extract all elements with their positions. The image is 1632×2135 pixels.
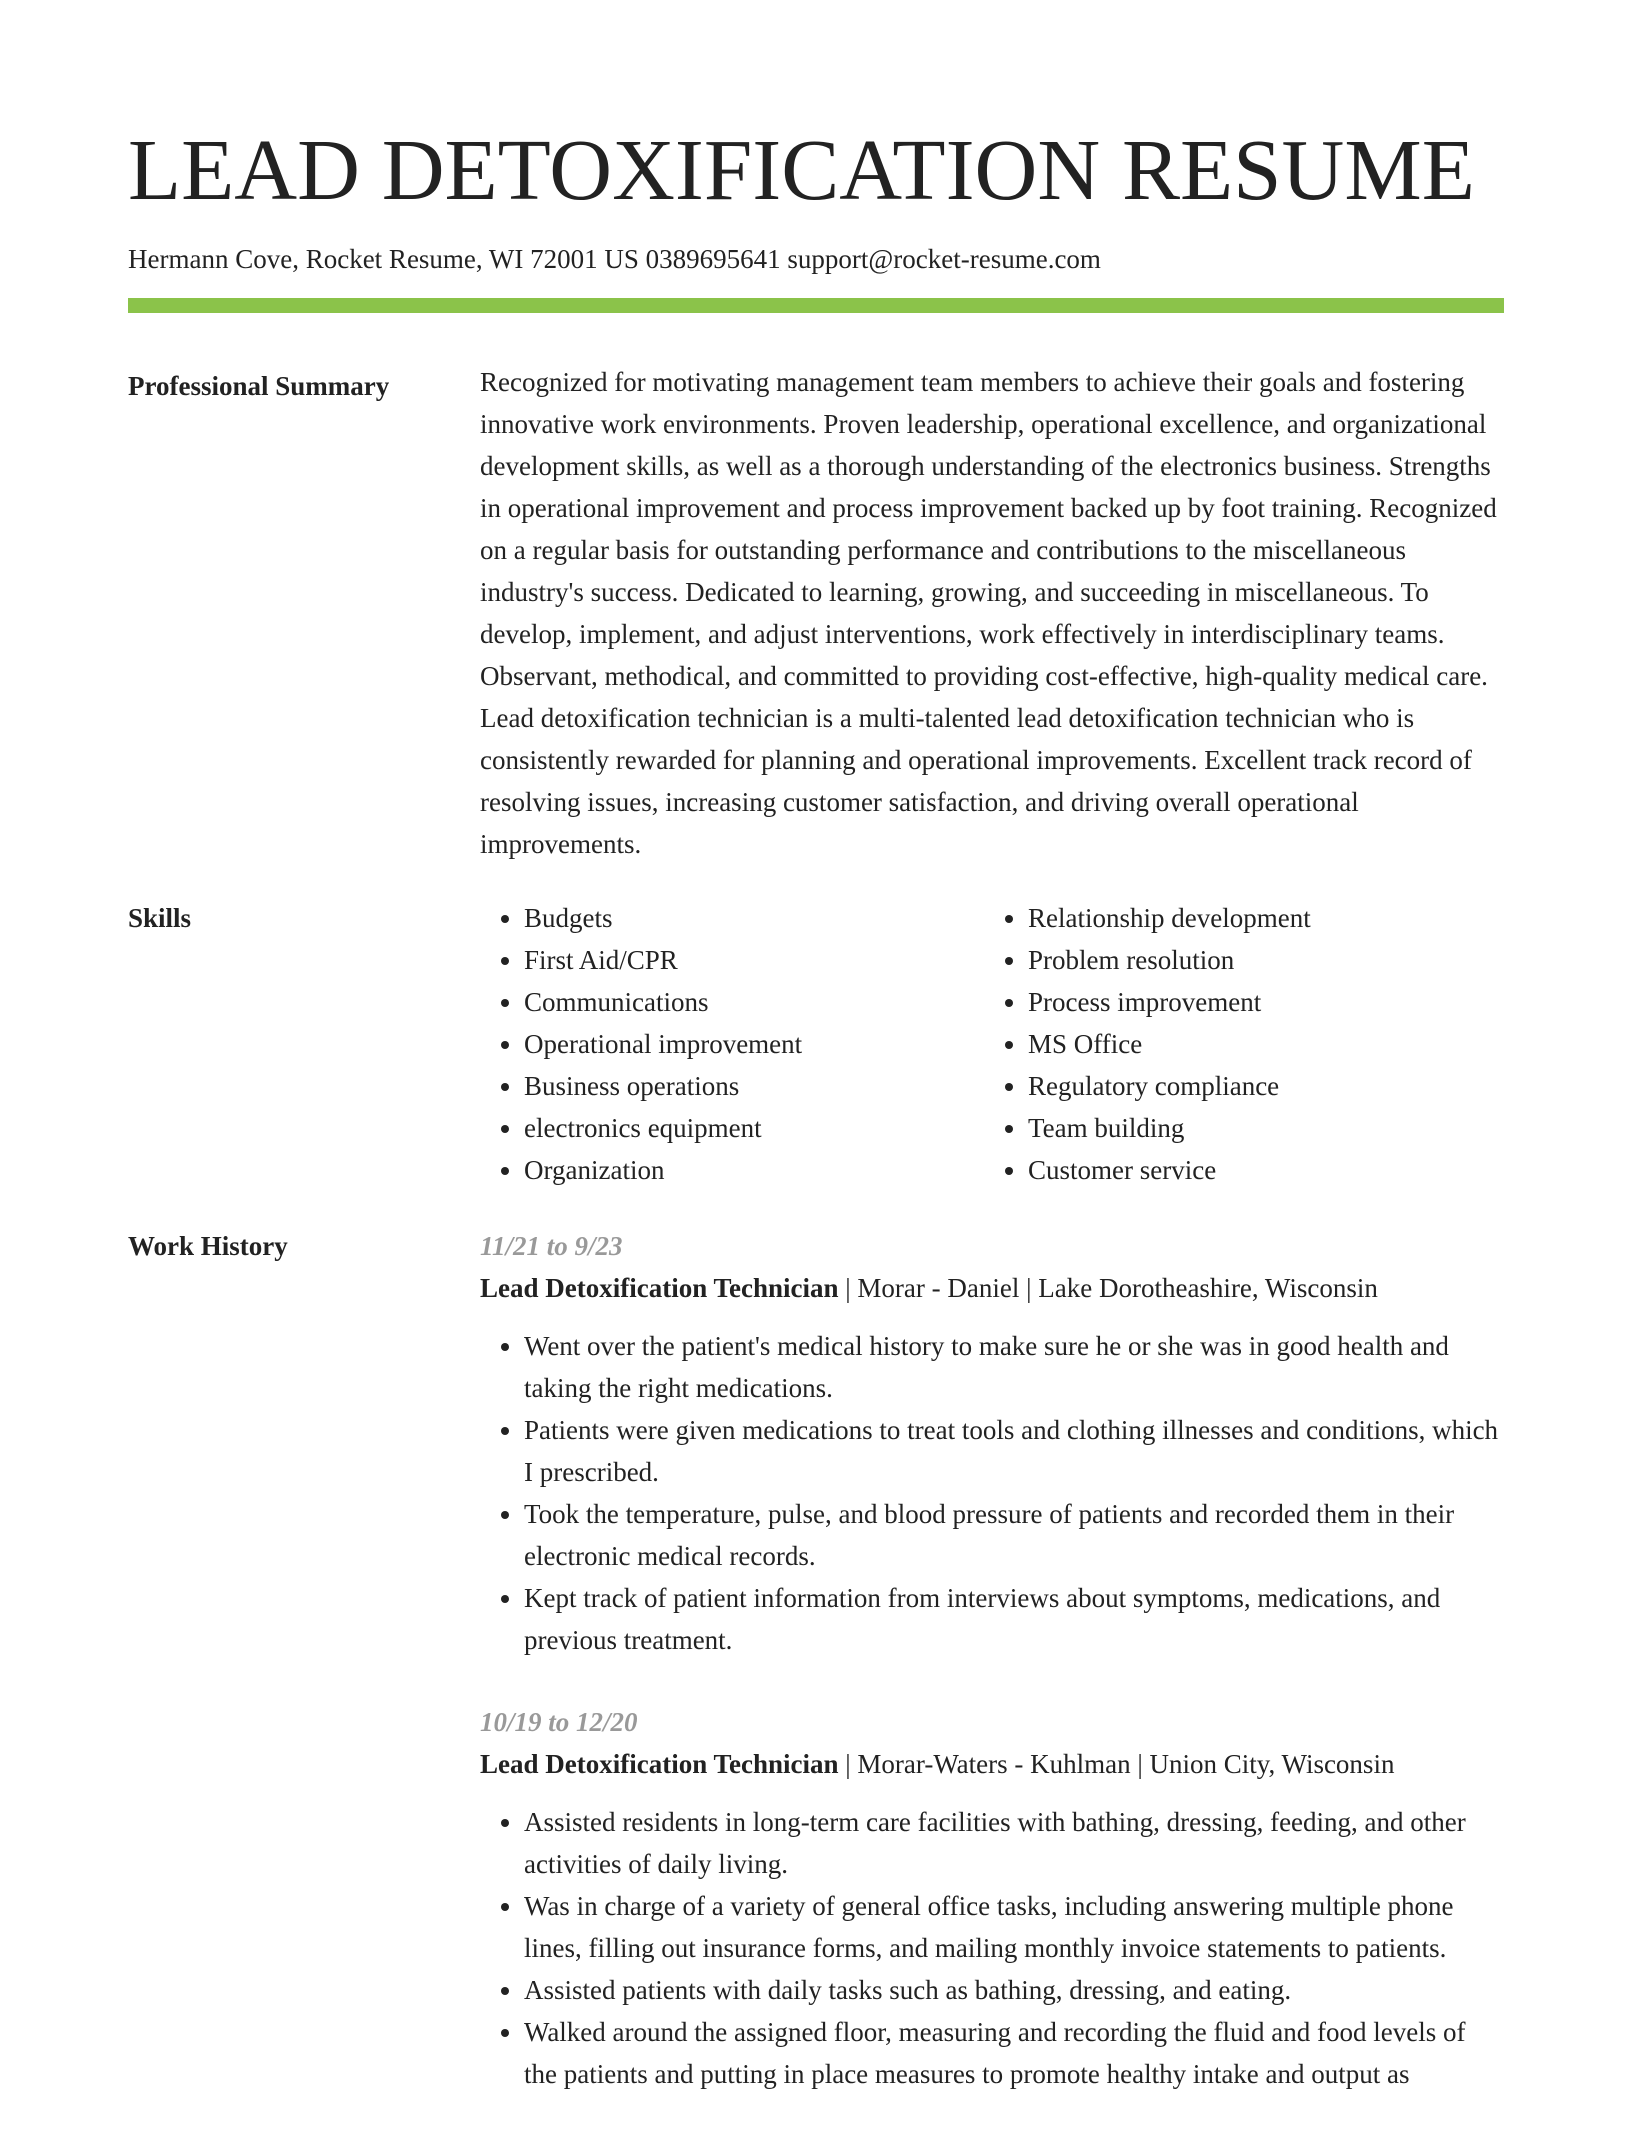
summary-section	[128, 365, 1504, 865]
skill-item: • Budgets	[524, 897, 984, 939]
skill-item: • Process improvement	[1028, 981, 1488, 1023]
job-dates: 10/19 to 12/20	[480, 1707, 638, 1737]
job-entry	[480, 1701, 1504, 2095]
job-bullet: • Assisted residents in long-term care facilities with bathing, dressing, feeding, and other activities of daily living.	[524, 1801, 1504, 1885]
summary-text: Recognized for motivating management team members to achieve their goals and fostering innovative work environments. Proven leadership, operational excellence, and organizational development skills, as well as a thorough understanding of the electronics business. Strengths in operational improvement and process improvement backed up by foot training. Recognized on a regular basis for outstanding performance and contributions to the miscellaneous industry's success. Dedicated to learning, growing, and succeeding in miscellaneous. To develop, implement, and adjust interventions, work effectively in interdisciplinary teams. Observant, methodical, and committed to providing cost-effective, high-quality medical care. Lead detoxification technician is a multi-talented lead detoxification technician who is consistently rewarded for planning and operational improvements. Excellent track record of resolving issues, increasing customer satisfaction, and driving overall operational improvements.	[480, 367, 1497, 859]
skills-label: Skills	[128, 903, 192, 933]
job-bullet: • Went over the patient's medical history to make sure he or she was in good health and taking the right medications.	[524, 1325, 1504, 1409]
skill-item: • Relationship development	[1028, 897, 1488, 939]
skill-item: • Organization	[524, 1149, 984, 1191]
work-history-label: Work History	[128, 1231, 288, 1261]
job-bullet: • Patients were given medications to treat tools and clothing illnesses and conditions, which I prescribed.	[524, 1409, 1504, 1493]
skill-item: • Operational improvement	[524, 1023, 984, 1065]
skills-columns	[480, 897, 1504, 1191]
work-history-section	[128, 1225, 1504, 2135]
skill-item: • Customer service	[1028, 1149, 1488, 1191]
job-heading	[480, 1743, 1504, 1785]
job-bullet: • Took the temperature, pulse, and blood pressure of patients and recorded them in their electronic medical records.	[524, 1493, 1504, 1577]
job-bullet: • Assisted patients with daily tasks such as bathing, dressing, and eating.	[524, 1969, 1504, 2011]
job-title: Lead Detoxification Technician	[480, 1749, 839, 1779]
job-bullet: • Walked around the assigned floor, measuring and recording the fluid and food levels of the patients and putting in place measures to promote healthy intake and output as	[524, 2011, 1504, 2095]
job-heading	[480, 1267, 1504, 1309]
skills-section	[128, 897, 1504, 1191]
job-bullets	[480, 1325, 1504, 1661]
job-bullet: • Was in charge of a variety of general office tasks, including answering multiple phone lines, filling out insurance forms, and mailing monthly invoice statements to patients.	[524, 1885, 1504, 1969]
skill-item: • Team building	[1028, 1107, 1488, 1149]
contact-info: Hermann Cove, Rocket Resume, WI 72001 US 0389695641 support@rocket-resume.com	[128, 244, 1101, 274]
resume-title: LEAD DETOXIFICATION RESUME	[128, 121, 1475, 218]
skills-body	[480, 897, 1504, 1191]
skill-item: • MS Office	[1028, 1023, 1488, 1065]
skills-list-right	[984, 897, 1488, 1191]
skill-item: • Communications	[524, 981, 984, 1023]
skill-item: • electronics equipment	[524, 1107, 984, 1149]
job-dates: 11/21 to 9/23	[480, 1231, 623, 1261]
job-details: | Morar - Daniel | Lake Dorotheashire, Wisconsin	[838, 1273, 1378, 1303]
job-bullets	[480, 1801, 1504, 2095]
job-bullet: • Kept track of patient information from interviews about symptoms, medications, and previous treatment.	[524, 1577, 1504, 1661]
skills-list-left	[480, 897, 984, 1191]
skill-item: • Business operations	[524, 1065, 984, 1107]
skill-item: • Problem resolution	[1028, 939, 1488, 981]
job-title: Lead Detoxification Technician	[480, 1273, 839, 1303]
summary-label: Professional Summary	[128, 371, 390, 401]
job-entry	[480, 1225, 1504, 1661]
skill-item: • First Aid/CPR	[524, 939, 984, 981]
header-divider	[128, 298, 1504, 313]
work-history-body	[480, 1225, 1504, 2135]
resume-page	[128, 0, 1504, 2135]
skill-item: • Regulatory compliance	[1028, 1065, 1488, 1107]
job-details: | Morar-Waters - Kuhlman | Union City, Wisconsin	[838, 1749, 1395, 1779]
summary-body	[480, 365, 1504, 865]
